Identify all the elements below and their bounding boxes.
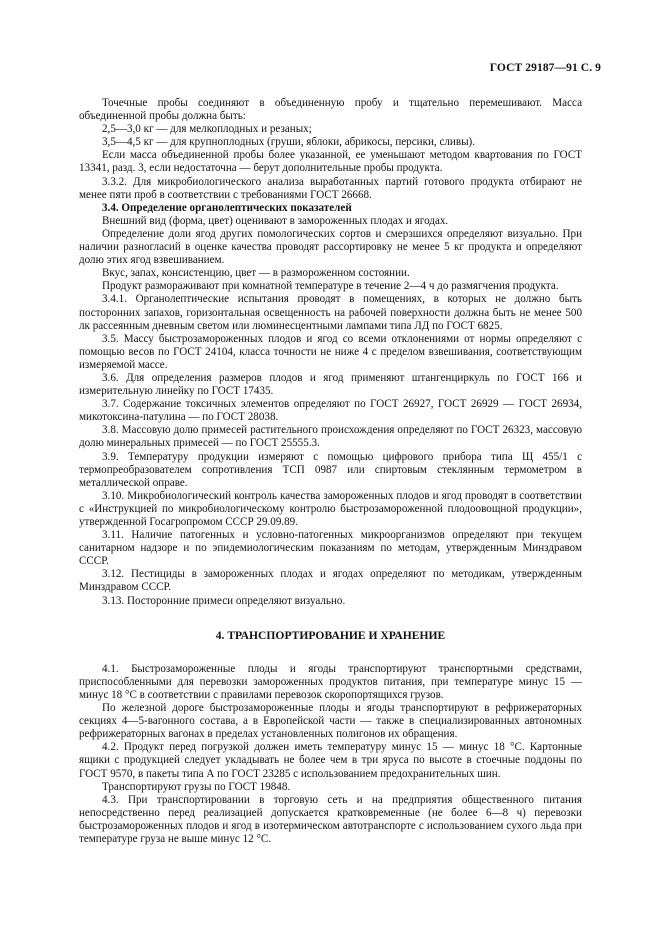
paragraph: Вкус, запах, консистенцию, цвет — в размороженном состоянии. <box>102 267 410 280</box>
paragraph: 3.13. Посторонние примеси определяют визуально. <box>102 594 346 607</box>
paragraph: Определение доли ягод других помологических сортов и смерзшихся определяют визуально. При наличии разногласий в оценке качества проводят рассортировку не менее 5 кг продукта и определяют долю этих ягод взвешиванием. <box>79 227 582 267</box>
paragraph: По железной дороге быстрозамороженные плоды и ягоды транспортируют в рефрижераторных секциях 4—5-вагонного состава, а в Европейской части — также в специализированных автономных рефрижераторных вагонах в пределах установленных полигонов их обращения. <box>79 702 582 741</box>
paragraph: 4.2. Продукт перед погрузкой должен иметь температуру минус 15 — минус 18 °С. Картонные ящики с продукцией следует укладывать не более чем в три яруса по высоте в стоечные поддоны по ГОСТ 9570, в пакеты типа А по ГОСТ 23285 с использованием предохранительных шин. <box>79 741 582 780</box>
paragraph: Транспортируют грузы по ГОСТ 19848. <box>102 780 291 793</box>
page-header: ГОСТ 29187—91 С. 9 <box>489 62 601 74</box>
paragraph: 3,5—4,5 кг — для крупноплодных (груши, яблоки, абрикосы, персики, сливы). <box>102 136 476 149</box>
paragraph: 3.7. Содержание токсичных элементов определяют по ГОСТ 26927, ГОСТ 26929 — ГОСТ 26934, микотоксина-патулина — по ГОСТ 28038. <box>79 398 582 424</box>
paragraph: 2,5—3,0 кг — для мелкоплодных и резаных; <box>102 123 312 136</box>
paragraph: 4.1. Быстрозамороженные плоды и ягоды транспортируют транспортными средствами, приспособленными для перевозки замороженных продуктов питания, при температуре минус 15 — минус 18 °С в соответствии с правилами перевозок скоропортящихся грузов. <box>79 662 582 701</box>
paragraph: Точечные пробы соединяют в объединенную пробу и тщательно перемешивают. Масса объединенной пробы должна быть: <box>79 97 582 123</box>
paragraph: 3.12. Пестициды в замороженных плодах и ягодах определяют по методикам, утвержденным Минздравом СССР. <box>79 568 582 594</box>
paragraph: Внешний вид (форма, цвет) оценивают в замороженных плодах и ягодах. <box>102 214 449 227</box>
paragraph: 4.3. При транспортировании в торговую сеть и на предприятия общественного питания непосредственно перед реализацией допускается кратковременные (не более 6—8 ч) перевозки быстрозамороженных плодов и ягод в изотермическом автотранспорте с использованием сухого льда при температуре груза не выше минус 12 °С. <box>79 793 582 845</box>
paragraph: 3.10. Микробиологический контроль качества замороженных плодов и ягод проводят в соответствии с «Инструкцией по микробиологическому контролю быстрозамороженной плодоовощной продукции», утвержденной Госагропромом СССР 29.09.89. <box>79 489 582 528</box>
paragraph: 3.4.1. Органолептические испытания проводят в помещениях, в которых не должно быть посторонних запахов, горизонтальная освещенность на рабочей поверхности должна быть не менее 500 лк рассеянным дневным светом или люминесцентными лампами типа ЛД по ГОСТ 6825. <box>79 293 582 332</box>
paragraph: 3.3.2. Для микробиологического анализа выработанных партий готового продукта отбирают не менее пяти проб в соответствии с требованиями ГОСТ 26668. <box>79 175 582 201</box>
paragraph: 3.9. Температуру продукции измеряют с помощью цифрового прибора типа Щ 455/1 с термопреобразователем сопротивления ТСП 0987 или спиртовым стеклянным термометром в металлической оправе. <box>79 450 582 489</box>
subheading: 3.4. Определение органолептических показателей <box>102 201 352 214</box>
paragraph: Продукт размораживают при комнатной температуре в течение 2—4 ч до размягчения продукта. <box>102 280 559 293</box>
paragraph: Если масса объединенной пробы более указанной, ее уменьшают методом квартования по ГОСТ 13341, разд. 3, если недостаточна — берут дополнительные пробы продукта. <box>79 149 582 175</box>
paragraph: 3.6. Для определения размеров плодов и ягод применяют штангенциркуль по ГОСТ 166 и измерительную линейку по ГОСТ 17435. <box>79 371 582 398</box>
document-body <box>79 97 582 846</box>
paragraph: 3.5. Массу быстрозамороженных плодов и ягод со всеми отклонениями от нормы определяют с помощью весов по ГОСТ 24104, класса точности не ниже 4 с пределом взвешивания, соответствующим измеряемой массе. <box>79 332 582 371</box>
paragraph: 3.11. Наличие патогенных и условно-патогенных микроорганизмов определяют при текущем санитарном надзоре и по эпидемиологическим показаниям по методам, утвержденным Минздравом СССР. <box>79 529 582 568</box>
section-title: 4. ТРАНСПОРТИРОВАНИЕ И ХРАНЕНИЕ <box>215 628 446 642</box>
paragraph: 3.8. Массовую долю примесей растительного происхождения определяют по ГОСТ 26323, массовую долю минеральных примесей — по ГОСТ 25555.3. <box>79 424 582 450</box>
